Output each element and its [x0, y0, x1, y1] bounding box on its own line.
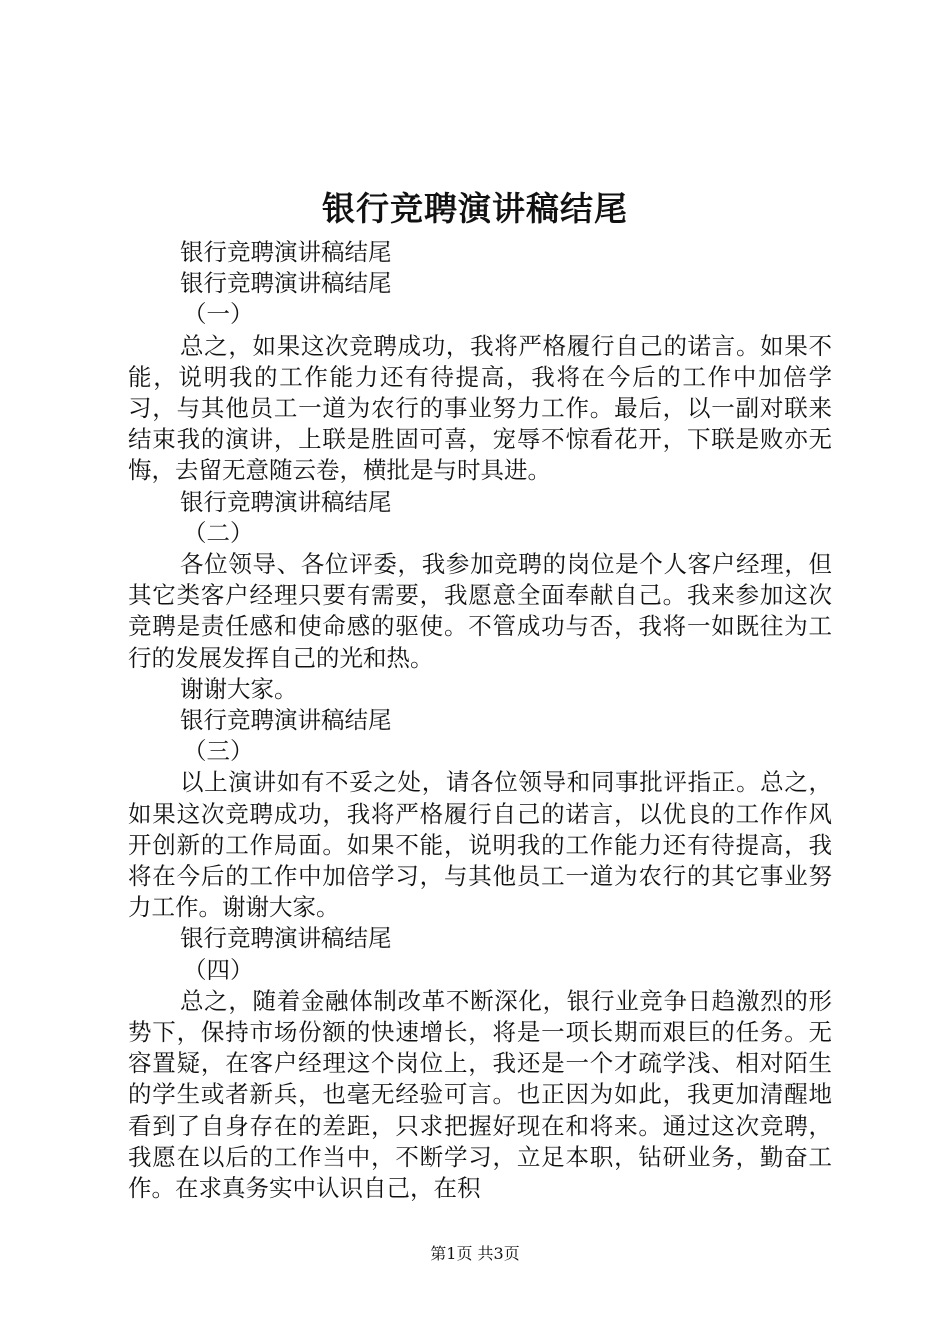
section-number: （一）: [183, 300, 254, 329]
subtitle-line: 银行竞聘演讲稿结尾: [180, 269, 392, 298]
subtitle-line: 银行竞聘演讲稿结尾: [180, 238, 392, 266]
document-body: [128, 237, 832, 1204]
section-number: （三）: [183, 737, 254, 766]
body-paragraph: 总之，如果这次竞聘成功，我将严格履行自己的诺言。如果不能，说明我的工作能力还有待提高，我将在今后的工作中加倍学习，与其他员工一道为农行的事业努力工作。最后，以一副对联来结束我的演讲，上联是胜固可喜，宠辱不惊看花开，下联是败亦无悔，去留无意随云卷，横批是与时具进。: [128, 331, 832, 485]
page-footer: 第1页 共3页: [430, 1244, 520, 1263]
body-paragraph: 总之，随着金融体制改革不断深化，银行业竞争日趋激烈的形势下，保持市场份额的快速增长，将是一项长期而艰巨的任务。无容置疑，在客户经理这个岗位上，我还是一个才疏学浅、相对陌生的学生或者新兵，也毫无经验可言。也正因为如此，我更加清醒地看到了自身存在的差距，只求把握好现在和将来。通过这次竞聘，我愿在以后的工作当中，不断学习，立足本职，钻研业务，勤奋工作。在求真务实中认识自己，在积: [128, 986, 832, 1202]
page-title: 银行竞聘演讲稿结尾: [322, 189, 628, 228]
body-paragraph: 以上演讲如有不妥之处，请各位领导和同事批评指正。总之，如果这次竞聘成功，我将严格履行自己的诺言，以优良的工作作风开创新的工作局面。如果不能，说明我的工作能力还有待提高，我将在今后的工作中加倍学习，与其他员工一道为农行的其它事业努力工作。谢谢大家。: [128, 768, 832, 922]
section-number: （四）: [183, 955, 254, 984]
body-paragraph: 各位领导、各位评委，我参加竞聘的岗位是个人客户经理，但其它类客户经理只要有需要，我愿意全面奉献自己。我来参加这次竞聘是责任感和使命感的驱使。不管成功与否，我将一如既往为工行的发展发挥自己的光和热。: [128, 549, 832, 672]
section-number: （二）: [183, 518, 254, 547]
section-heading: 银行竞聘演讲稿结尾: [180, 924, 392, 953]
section-heading: 银行竞聘演讲稿结尾: [180, 705, 392, 734]
section-heading: 银行竞聘演讲稿结尾: [180, 487, 392, 516]
body-paragraph: 谢谢大家。: [180, 674, 298, 703]
